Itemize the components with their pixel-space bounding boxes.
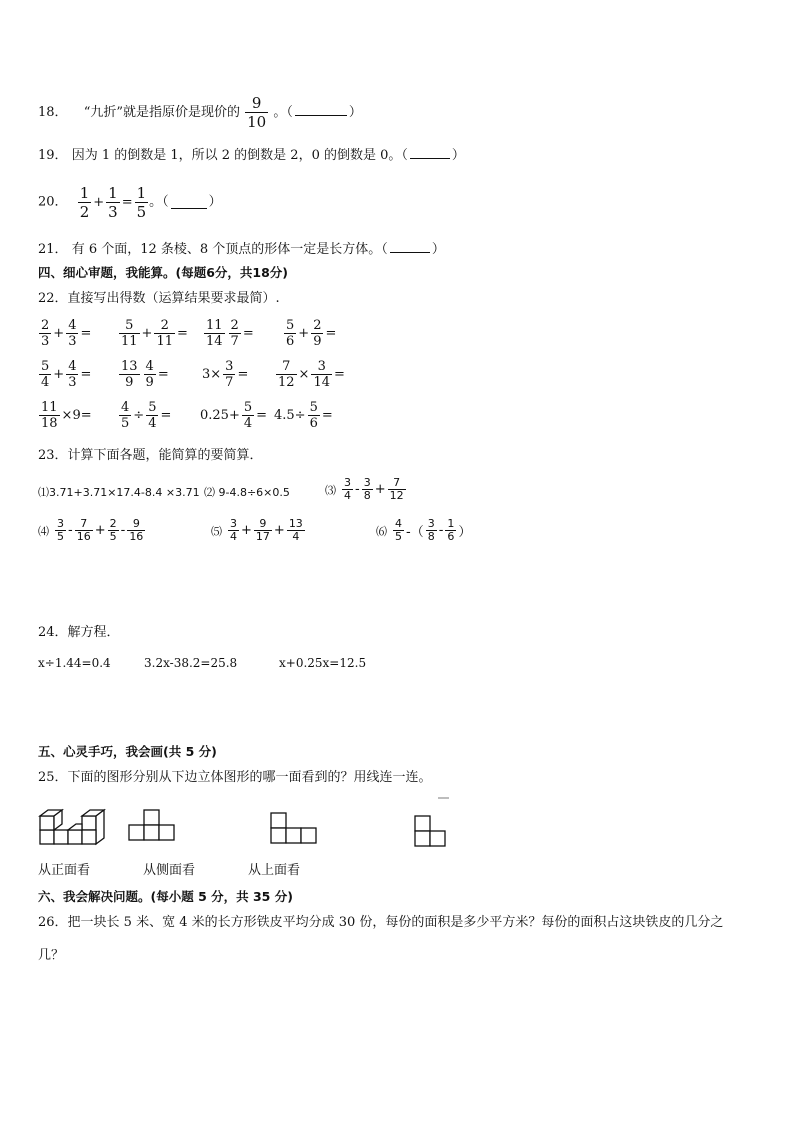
denominator: 12 <box>389 489 404 502</box>
denominator: 17 <box>255 530 270 543</box>
equation-3: x+0.25x=12.5 <box>279 656 367 670</box>
numerator: 4 <box>68 359 77 374</box>
operator: + <box>298 326 310 341</box>
numerator: 3 <box>57 517 64 530</box>
calc-item <box>275 359 346 390</box>
numerator: 5 <box>286 318 295 333</box>
operator: ⑷ <box>38 524 49 538</box>
question-text: “九折”就是指原价是现价的 <box>83 105 240 120</box>
question-26-line1: 26．把一块长 5 米、宽 4 米的长方形铁皮平均分成 30 份，每份的面积是多少平方米？每份的面积占这块铁皮的几分之 <box>38 915 724 930</box>
numerator: 2 <box>154 318 175 334</box>
equation-1: x÷1.44=0.4 <box>38 656 111 670</box>
denominator: 5 <box>395 530 402 543</box>
denominator: 2 <box>79 203 90 221</box>
question-20: 20． $\frac{1}{2}$ + $\frac{1}{3}$ = $\frac{1}{5}$ 。（ ） <box>38 184 222 221</box>
operator: = <box>80 367 92 382</box>
denominator: 6 <box>309 416 318 431</box>
operator: + <box>53 326 65 341</box>
denominator: 6 <box>286 334 295 349</box>
operator: = <box>80 326 92 341</box>
fraction <box>228 518 239 543</box>
denominator: 4 <box>230 530 237 543</box>
operator: + <box>93 194 105 210</box>
question-text: 有 6 个面，12 条棱、8 个顶点的形体一定是长方体。（ <box>71 242 388 257</box>
answer-blank[interactable] <box>171 196 207 209</box>
denominator: 10 <box>247 113 267 131</box>
fraction <box>229 318 241 349</box>
denominator: 6 <box>447 530 455 543</box>
operator: ⑶ <box>325 483 336 497</box>
calc-item <box>118 359 170 390</box>
operator: = <box>242 326 254 341</box>
numerator: 2 <box>230 318 239 333</box>
calc-item <box>38 400 93 431</box>
calc-item <box>273 400 334 431</box>
fraction <box>75 518 93 543</box>
numerator: 2 <box>313 318 322 333</box>
calc-item <box>199 400 268 431</box>
fraction <box>78 184 92 221</box>
operator: ÷ <box>133 408 145 423</box>
fraction <box>308 400 320 431</box>
fraction <box>135 184 149 221</box>
denominator: 5 <box>121 416 130 431</box>
operator: = <box>121 194 133 210</box>
fraction <box>362 477 373 502</box>
numerator: 4 <box>395 517 402 530</box>
operator: = <box>237 367 249 382</box>
operator: × <box>298 367 310 382</box>
operator: ⑸ <box>211 524 222 538</box>
operator: ⑹ <box>376 524 387 538</box>
answer-blank[interactable] <box>410 146 450 159</box>
numerator: 7 <box>276 359 297 375</box>
numerator: 11 <box>41 400 58 415</box>
calc-item <box>203 318 255 349</box>
numerator: 5 <box>243 400 253 415</box>
numerator: 3 <box>311 359 332 375</box>
numerator: 11 <box>206 318 223 333</box>
view-label-front: 从正面看 <box>38 863 91 878</box>
fraction <box>39 400 60 431</box>
numerator: 13 <box>121 359 138 374</box>
question-19: 19． 因为 1 的倒数是 1，所以 2 的倒数是 2，0 的倒数是 0。（ ） <box>38 148 465 163</box>
numerator: 7 <box>388 477 406 490</box>
numerator: 1 <box>136 184 147 202</box>
view-figure-c <box>410 796 450 856</box>
question-22-stem: 22．直接写出得数（运算结果要求最简）. <box>38 291 280 306</box>
denominator: 8 <box>363 489 371 502</box>
denominator: 4 <box>243 416 253 431</box>
operator: = <box>334 367 345 382</box>
operator: - <box>120 523 126 538</box>
denominator: 16 <box>129 530 144 543</box>
fraction <box>276 359 297 390</box>
fraction <box>146 400 158 431</box>
calc-problem-4 <box>37 518 146 543</box>
operator: - <box>438 523 444 538</box>
operator: ） <box>458 525 472 540</box>
fraction <box>119 400 131 431</box>
fraction <box>119 359 140 390</box>
fraction <box>144 359 156 390</box>
calc-item <box>118 400 172 431</box>
denominator: 4 <box>41 375 50 390</box>
denominator: 18 <box>41 416 58 431</box>
equation-2: 3.2x-38.2=25.8 <box>144 656 238 670</box>
operator: + <box>374 482 386 497</box>
fraction <box>242 400 254 431</box>
denominator: 11 <box>121 334 138 349</box>
operator: = <box>157 367 169 382</box>
denominator: 3 <box>68 375 77 390</box>
denominator: 7 <box>225 375 234 390</box>
fraction <box>254 518 272 543</box>
question-25-stem: 25．下面的图形分别从下边立体图形的哪一面看到的？用线连一连。 <box>38 770 432 785</box>
calc-problem-6 <box>375 518 472 543</box>
operator: = <box>160 408 172 423</box>
view-label-top: 从上面看 <box>248 863 301 878</box>
numerator: 4 <box>121 400 130 415</box>
numerator: 9 <box>245 94 268 113</box>
operator: + <box>241 523 252 538</box>
denominator: 4 <box>344 489 351 502</box>
operator: = <box>256 408 268 423</box>
numerator: 3 <box>225 359 234 374</box>
fraction <box>108 518 119 543</box>
view-figure-a <box>128 808 178 844</box>
question-26-line2: 几？ <box>38 948 65 963</box>
calc-item <box>38 318 92 349</box>
fraction <box>66 318 78 349</box>
question-23-stem: 23．计算下面各题，能简算的要简算． <box>38 448 263 463</box>
numerator: 9 <box>127 518 145 531</box>
question-18: 18． “九折”就是指原价是现价的 $\frac{9}{10}$ 。（ ） <box>38 94 362 131</box>
denominator: 4 <box>148 416 157 431</box>
fraction <box>154 318 175 349</box>
denominator: 5 <box>109 530 117 543</box>
numerator: 2 <box>109 517 117 530</box>
denominator: 3 <box>68 334 77 349</box>
calc-problem-1: ⑴3.71+3.71×17.4-8.4 ×3.71 <box>38 486 200 499</box>
operator: + <box>273 523 285 538</box>
numerator: 3 <box>344 476 351 489</box>
denominator: 8 <box>427 530 435 543</box>
fraction <box>106 184 120 221</box>
fraction <box>342 477 353 502</box>
answer-blank[interactable] <box>295 103 347 116</box>
fraction <box>311 318 323 349</box>
numerator: 13 <box>288 517 303 530</box>
numerator: 4 <box>145 359 154 374</box>
calc-item <box>201 359 249 390</box>
question-number: 21． <box>38 242 68 257</box>
cube-stack-figure <box>38 806 108 846</box>
fraction <box>287 518 305 543</box>
fraction <box>445 518 456 543</box>
numerator: 1 <box>108 184 118 202</box>
numerator: 7 <box>75 518 93 531</box>
operator: ×9= <box>61 408 92 423</box>
numerator: 3 <box>427 517 435 530</box>
fraction <box>284 318 296 349</box>
denominator: 3 <box>108 203 118 221</box>
numerator: 2 <box>41 318 50 333</box>
operator: + <box>94 523 106 538</box>
numerator: 4 <box>68 318 77 333</box>
denominator: 3 <box>41 334 50 349</box>
operator: = <box>177 326 188 341</box>
view-figure-b <box>270 811 320 847</box>
calc-problem-2: ⑵ 9-4.8÷6×0.5 <box>204 486 290 499</box>
fraction <box>388 477 406 502</box>
calc-problem-3 <box>324 477 407 502</box>
fraction <box>39 359 51 390</box>
denominator: 12 <box>278 375 295 390</box>
operator: - <box>355 482 360 497</box>
fraction <box>223 359 235 390</box>
calc-item <box>38 359 92 390</box>
question-text: 因为 1 的倒数是 1，所以 2 的倒数是 2，0 的倒数是 0。（ <box>71 148 408 163</box>
operator: -（ <box>406 525 424 540</box>
calc-problem-5 <box>210 518 306 543</box>
question-21: 21． 有 6 个面，12 条棱、8 个顶点的形体一定是长方体。（ ） <box>38 242 445 257</box>
numerator: 5 <box>41 359 50 374</box>
denominator: 14 <box>313 375 330 390</box>
fraction <box>426 518 437 543</box>
numerator: 5 <box>309 400 318 415</box>
fraction <box>127 518 145 543</box>
fraction <box>204 318 225 349</box>
calc-item <box>118 318 189 349</box>
denominator: 9 <box>145 375 154 390</box>
fraction <box>245 94 268 131</box>
numerator: 1 <box>447 517 455 530</box>
calc-item <box>283 318 337 349</box>
denominator: 4 <box>292 530 300 543</box>
operator: = <box>325 326 337 341</box>
fraction <box>119 318 140 349</box>
question-number: 19． <box>38 148 68 163</box>
numerator: 9 <box>254 518 272 531</box>
fraction <box>55 518 66 543</box>
fraction <box>311 359 332 390</box>
numerator: 3 <box>230 517 237 530</box>
section-heading: 五、心灵手巧，我会画(共 5 分) <box>38 744 217 759</box>
operator: = <box>321 408 333 423</box>
operator: + <box>53 367 65 382</box>
denominator: 16 <box>76 530 91 543</box>
fraction <box>393 518 404 543</box>
denominator: 5 <box>57 530 64 543</box>
numerator: 5 <box>119 318 140 334</box>
denominator: 5 <box>136 203 147 221</box>
operator: 4.5÷ <box>274 408 306 423</box>
operator: 3× <box>202 367 222 382</box>
operator: 0.25+ <box>200 408 240 423</box>
denominator: 7 <box>230 334 239 349</box>
numerator: 3 <box>363 476 371 489</box>
operator: - <box>68 523 73 538</box>
denominator: 9 <box>313 334 322 349</box>
denominator: 14 <box>206 334 223 349</box>
question-number: 20． <box>38 194 68 210</box>
numerator: 5 <box>148 400 157 415</box>
answer-blank[interactable] <box>390 240 430 253</box>
denominator: 9 <box>125 375 134 390</box>
denominator: 11 <box>156 334 173 349</box>
fraction <box>66 359 78 390</box>
section-heading: 六、我会解决问题。(每小题 5 分，共 35 分) <box>38 889 293 904</box>
operator: + <box>141 326 153 341</box>
numerator: 1 <box>79 184 90 202</box>
question-number: 18． <box>38 105 68 120</box>
question-24-stem: 24．解方程． <box>38 625 120 640</box>
fraction <box>39 318 51 349</box>
section-heading: 四、细心审题，我能算。(每题6分，共18分) <box>38 265 289 280</box>
view-label-side: 从侧面看 <box>143 863 196 878</box>
